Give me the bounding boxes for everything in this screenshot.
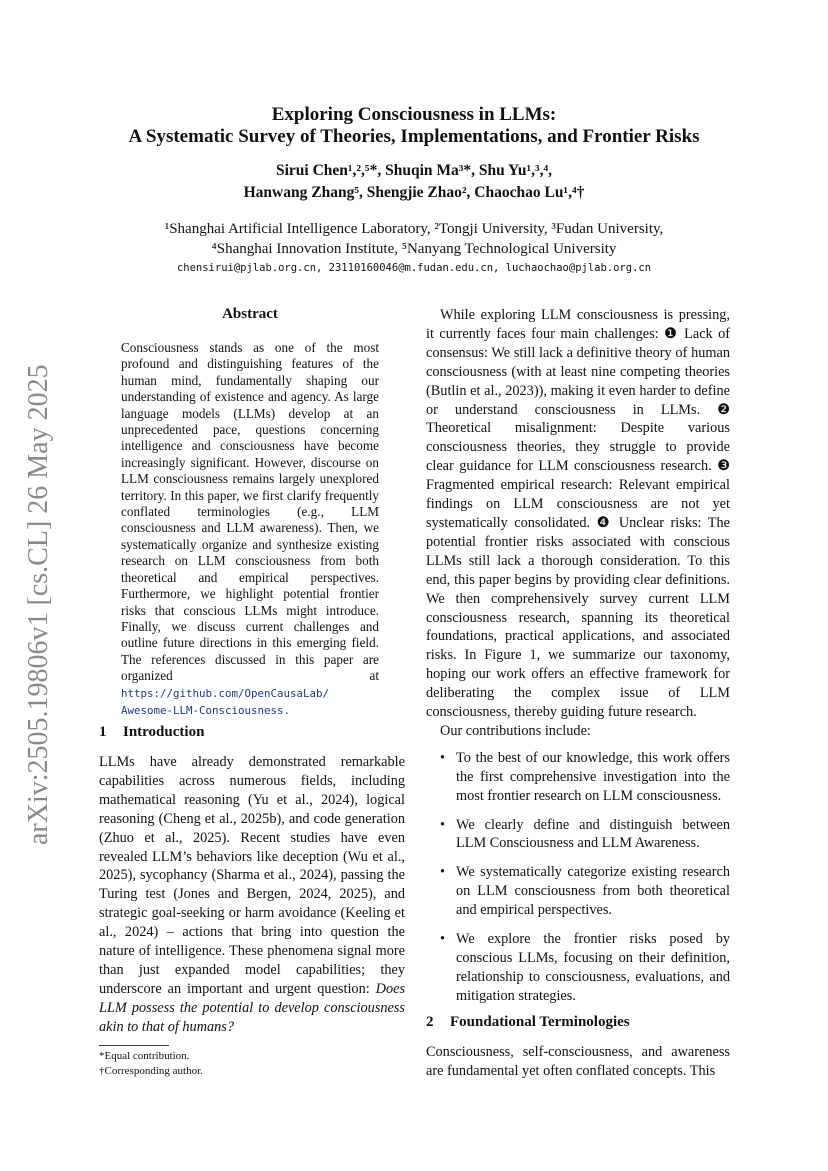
footnote-corresponding-author: †Corresponding author. <box>99 1065 203 1077</box>
affiliation-line-2: ⁴Shanghai Innovation Institute, ⁵Nanyang Technological University <box>211 241 617 257</box>
section-heading-terminologies <box>426 1014 630 1031</box>
contributions-list <box>426 749 730 1006</box>
authors-line-1: Sirui Chen¹,²,⁵*, Shuqin Ma³*, Shu Yu¹,³,⁴, <box>275 162 553 179</box>
abstract-body <box>121 340 379 719</box>
arxiv-identifier: arXiv:2505.19806v1 [cs.CL] 26 May 2025 <box>23 364 54 845</box>
repo-link-part-1[interactable]: https://github.com/OpenCausaLab/ <box>121 686 330 700</box>
introduction-paragraph <box>99 753 405 1037</box>
paper-title <box>0 104 828 148</box>
list-item: • We explore the frontier risks posed by conscious LLMs, focusing on their definition, relationship to consciousness, evaluations, and mitigation strategies. <box>426 930 730 1006</box>
repo-link-part-2[interactable]: Awesome-LLM-Consciousness. <box>121 703 291 717</box>
section-heading-introduction <box>99 724 204 741</box>
list-item: • We clearly define and distinguish between LLM Consciousness and LLM Awareness. <box>426 816 730 854</box>
section-title: Introduction <box>123 724 205 740</box>
author-list <box>0 160 828 204</box>
footnote-equal-contribution: *Equal contribution. <box>99 1050 190 1062</box>
section-number: 2 <box>426 1014 434 1030</box>
authors-line-2: Hanwang Zhang⁵, Shengjie Zhao², Chaochao Lu¹,⁴† <box>243 184 585 201</box>
terminologies-paragraph: Consciousness, self-consciousness, and awareness are fundamental yet often conflated concepts. This <box>426 1044 730 1079</box>
intro-question: Does LLM possess the potential to develop consciousness akin to that of humans? <box>99 980 406 1035</box>
affiliation-line-1: ¹Shanghai Artificial Intelligence Laboratory, ²Tongji University, ³Fudan University, <box>164 221 664 237</box>
intro-text: LLMs have already demonstrated remarkable capabilities across numerous fields, including mathematical reasoning (Yu et al., 2024), logical reasoning (Cheng et al., 2025b), and code generation (Zhuo et al., 2025). Recent studies have even revealed LLM’s behaviors like deception (Wu et al., 2025), sycophancy (Sharma et al., 2024), passing the Turing test (Jones and Bergen, 2024, 2025), and strategic goal-seeking or harm avoidance (Keeling et al., 2024) – actions that bring into question the nature of intelligence. These phenomena signal more than just expanded model capabilities; they underscore an important and urgent question: <box>99 754 405 997</box>
list-item: • We systematically categorize existing research on LLM consciousness from both theoretical and empirical perspectives. <box>426 863 730 920</box>
section-number: 1 <box>99 724 107 740</box>
author-emails[interactable]: chensirui@pjlab.org.cn, 23110160046@m.fudan.edu.cn, luchaochao@pjlab.org.cn <box>176 262 652 274</box>
list-item: • To the best of our knowledge, this work offers the first comprehensive investigation into the most frontier research on LLM consciousness. <box>426 749 730 806</box>
right-column <box>426 306 730 1016</box>
section-title: Foundational Terminologies <box>450 1014 630 1030</box>
title-line-1: Exploring Consciousness in LLMs: <box>271 104 557 125</box>
affiliations <box>0 219 828 259</box>
abstract-heading: Abstract <box>222 306 278 322</box>
contributions-intro: Our contributions include: <box>440 722 591 739</box>
abstract-text: Consciousness stands as one of the most profound and distinguishing features of the human mind, fundamentally shaping our understanding of existence and agency. As large language models (LLMs) develop at an unprecedented pace, questions concerning intelligence and consciousness have become increasingly significant. However, discourse on LLM consciousness remains largely unexplored territory. In this paper, we first clarify frequently conflated terminologies (e.g., LLM consciousness and LLM awareness). Then, we systematically organize and synthesize existing research on LLM consciousness from both theoretical and empirical perspectives. Furthermore, we highlight potential frontier risks that conscious LLMs might introduce. Finally, we discuss current challenges and outline future directions in this emerging field. The references discussed in this paper are organized at <box>121 340 379 684</box>
title-line-2: A Systematic Survey of Theories, Implementations, and Frontier Risks <box>128 126 700 147</box>
challenges-paragraph: While exploring LLM consciousness is pressing, it currently faces four main challenges: ❶ Lack of consensus: We still lack a definitive theory of human consciousness (with at least nine competing theories (Butlin et al., 2023)), making it even harder to define or understand consciousness in LLMs. ❷ Theoretical misalignment: Despite various consciousness theories, they struggle to provide clear guidance for LLM consciousness research. ❸ Fragmented empirical research: Relevant empirical findings on LLM consciousness are not yet systematically consolidated. ❹ Unclear risks: The potential frontier risks associated with conscious LLMs still lack a thorough consideration. To this end, this paper begins by providing clear definitions. We then comprehensively survey current LLM consciousness research, spanning its theoretical foundations, practical applications, and associated risks. In Figure 1, we summarize our taxonomy, hoping our work offers an effective framework for deliberating the complex issue of LLM consciousness, thereby guiding future research. <box>426 307 730 721</box>
footnote-divider <box>99 1045 169 1046</box>
